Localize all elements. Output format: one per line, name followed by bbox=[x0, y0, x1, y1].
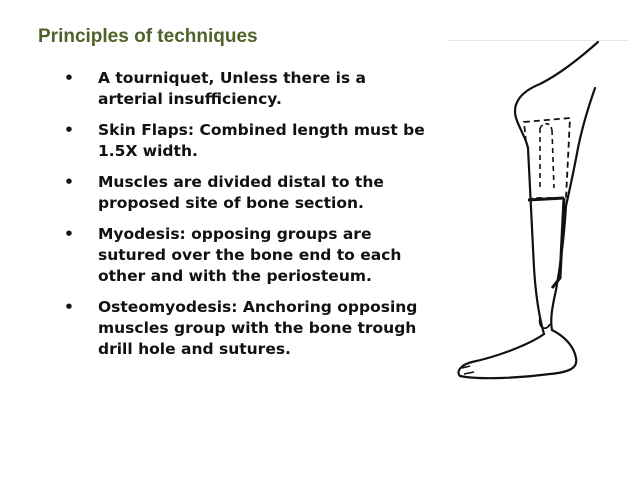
leg-amputation-diagram-icon bbox=[440, 38, 630, 388]
bullet-marker: • bbox=[64, 69, 74, 87]
bullet-item bbox=[62, 297, 432, 360]
bullet-list bbox=[62, 68, 432, 370]
bullet-text: Skin Flaps: Combined length must be 1.5X width. bbox=[98, 121, 425, 160]
bullet-marker: • bbox=[64, 121, 74, 139]
bullet-text: Muscles are divided distal to the proposed site of bone section. bbox=[98, 173, 384, 212]
slide-title: Principles of techniques bbox=[38, 26, 258, 47]
bullet-marker: • bbox=[64, 225, 74, 243]
bullet-text: Osteomyodesis: Anchoring opposing muscles group with the bone trough drill hole and sutures. bbox=[98, 298, 418, 358]
bullet-text: Myodesis: opposing groups are sutured over the bone end to each other and with the periosteum. bbox=[98, 225, 402, 285]
bullet-marker: • bbox=[64, 298, 74, 316]
bullet-item bbox=[62, 172, 432, 214]
bullet-item bbox=[62, 120, 432, 162]
bullet-marker: • bbox=[64, 173, 74, 191]
bullet-text: A tourniquet, Unless there is a arterial insufficiency. bbox=[98, 69, 367, 108]
bullet-item bbox=[62, 224, 432, 287]
bullet-item bbox=[62, 68, 432, 110]
